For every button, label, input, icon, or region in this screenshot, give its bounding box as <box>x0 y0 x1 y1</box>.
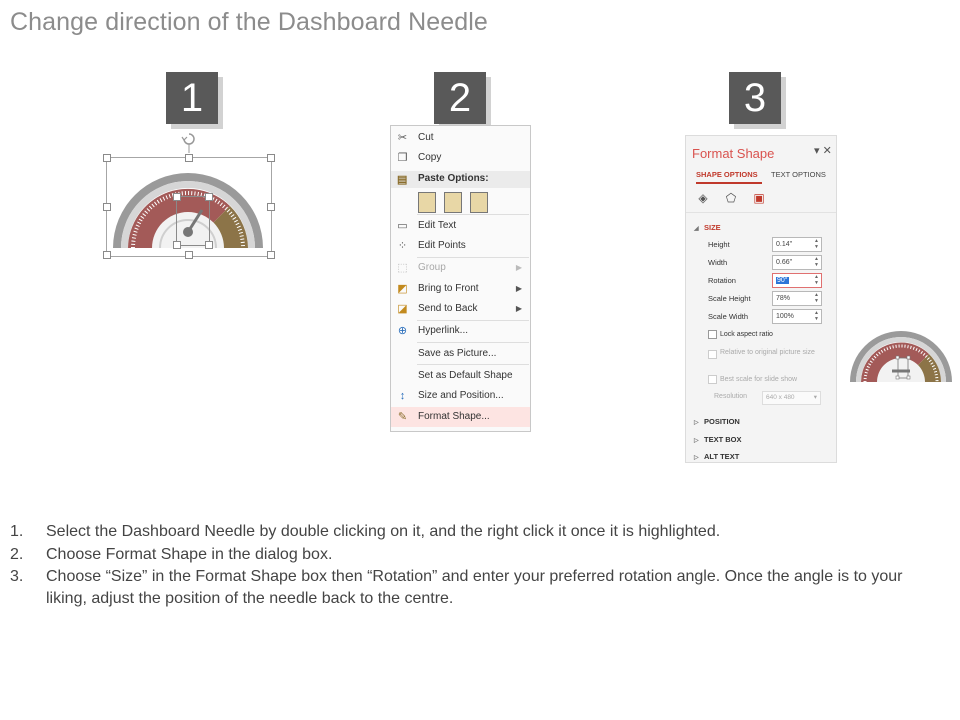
scissors-icon: ✂ <box>397 132 408 144</box>
paste-options-header: ▤ Paste Options: <box>391 171 530 188</box>
step-badge-1: 1 <box>166 72 218 124</box>
resize-handle[interactable] <box>267 203 275 211</box>
menu-item-copy[interactable]: ❐ Copy <box>397 152 442 164</box>
menu-item-cut[interactable]: ✂ Cut <box>397 132 434 144</box>
copy-icon: ❐ <box>397 152 408 164</box>
resize-handle[interactable] <box>103 251 111 259</box>
resize-handle[interactable] <box>173 193 181 201</box>
paste-merge-format-icon[interactable] <box>444 192 462 213</box>
needle-selection-box[interactable] <box>176 196 210 246</box>
format-shape-icon: ✎ <box>397 411 408 423</box>
rotation-label: Rotation <box>708 276 736 285</box>
width-input[interactable]: 0.66" ▲ ▼ <box>772 255 822 270</box>
height-label: Height <box>708 240 730 249</box>
menu-item-edit-text[interactable]: ▭ Edit Text <box>397 220 457 232</box>
page-title: Change direction of the Dashboard Needle <box>10 8 488 36</box>
submenu-arrow-icon: ▶ <box>515 304 522 313</box>
expand-triangle-icon: ▷ <box>694 438 699 444</box>
menu-item-size-and-position[interactable]: ↕ Size and Position... <box>391 386 530 406</box>
submenu-arrow-icon: ▶ <box>515 284 522 293</box>
fill-line-icon[interactable]: ◈ <box>698 191 708 205</box>
section-alt-text[interactable]: ▷ ALT TEXT <box>694 452 740 461</box>
paste-keep-source-icon[interactable] <box>418 192 436 213</box>
section-position[interactable]: ▷ POSITION <box>694 417 740 426</box>
section-text-box[interactable]: ▷ TEXT BOX <box>694 435 742 444</box>
step-badge-2: 2 <box>434 72 486 124</box>
paste-picture-icon[interactable] <box>470 192 488 213</box>
rotate-handle-icon[interactable] <box>180 131 198 153</box>
send-to-back-icon: ◪ <box>397 303 408 315</box>
resolution-select: 640 x 480 ▾ <box>762 391 821 405</box>
resize-handle[interactable] <box>205 193 213 201</box>
format-shape-pane <box>685 135 837 463</box>
bring-to-front-icon: ◩ <box>397 283 408 295</box>
height-input[interactable]: 0.14" ▲ ▼ <box>772 237 822 252</box>
context-menu <box>390 125 531 432</box>
paste-icon: ▤ <box>397 174 408 186</box>
resize-handle[interactable] <box>267 154 275 162</box>
menu-item-send-to-back[interactable]: ◪ Send to Back ▶ <box>391 299 530 319</box>
best-scale-checkbox <box>708 375 717 384</box>
resize-handle[interactable] <box>205 241 213 249</box>
size-position-icon: ↕ <box>399 390 406 402</box>
menu-item-bring-to-front[interactable]: ◩ Bring to Front ▶ <box>391 279 530 299</box>
lock-aspect-checkbox[interactable] <box>708 330 717 339</box>
tab-shape-options[interactable]: SHAPE OPTIONS <box>696 170 758 179</box>
relative-size-checkbox <box>708 350 717 359</box>
scale-height-label: Scale Height <box>708 294 751 303</box>
edit-points-icon: ⁘ <box>397 240 408 252</box>
effects-icon[interactable]: ⬠ <box>725 191 737 205</box>
best-scale-label: Best scale for slide show <box>720 376 798 383</box>
submenu-arrow-icon: ▶ <box>515 263 522 272</box>
step-badge-3: 3 <box>729 72 781 124</box>
menu-item-save-as-picture[interactable]: Save as Picture... <box>418 348 497 359</box>
menu-item-format-shape[interactable]: ✎ Format Shape... <box>391 407 530 427</box>
size-properties-icon[interactable]: ▣ <box>753 191 765 205</box>
group-icon: ⬚ <box>397 262 408 274</box>
scale-width-label: Scale Width <box>708 312 749 321</box>
menu-item-group: ⬚ Group ▶ <box>391 258 530 278</box>
resize-handle[interactable] <box>173 241 181 249</box>
collapse-triangle-icon: ◢ <box>694 226 699 232</box>
expand-triangle-icon: ▷ <box>694 455 699 461</box>
menu-item-set-default-shape[interactable]: Set as Default Shape <box>418 370 513 381</box>
lock-aspect-label: Lock aspect ratio <box>720 331 773 338</box>
rotation-input[interactable]: 90° ▲ ▼ <box>772 273 822 288</box>
menu-item-hyperlink[interactable]: ⊕ Hyperlink... <box>397 325 469 337</box>
resize-handle[interactable] <box>185 251 193 259</box>
scale-width-input[interactable]: 100% ▲ ▼ <box>772 309 822 324</box>
section-size[interactable]: ◢ SIZE <box>694 223 721 232</box>
scale-height-input[interactable]: 78% ▲ ▼ <box>772 291 822 306</box>
edit-text-icon: ▭ <box>397 220 408 232</box>
relative-size-label: Relative to original picture size <box>720 349 815 356</box>
hyperlink-icon: ⊕ <box>397 325 408 337</box>
rotated-gauge[interactable] <box>848 322 954 384</box>
pane-close-icon[interactable]: ▾ ✕ <box>814 145 832 157</box>
expand-triangle-icon: ▷ <box>694 420 699 426</box>
width-label: Width <box>708 258 728 267</box>
tab-text-options[interactable]: TEXT OPTIONS <box>771 170 826 179</box>
menu-item-edit-points[interactable]: ⁘ Edit Points <box>397 240 466 252</box>
resize-handle[interactable] <box>267 251 275 259</box>
pane-title: Format Shape <box>692 146 775 161</box>
resolution-label: Resolution <box>714 393 748 400</box>
